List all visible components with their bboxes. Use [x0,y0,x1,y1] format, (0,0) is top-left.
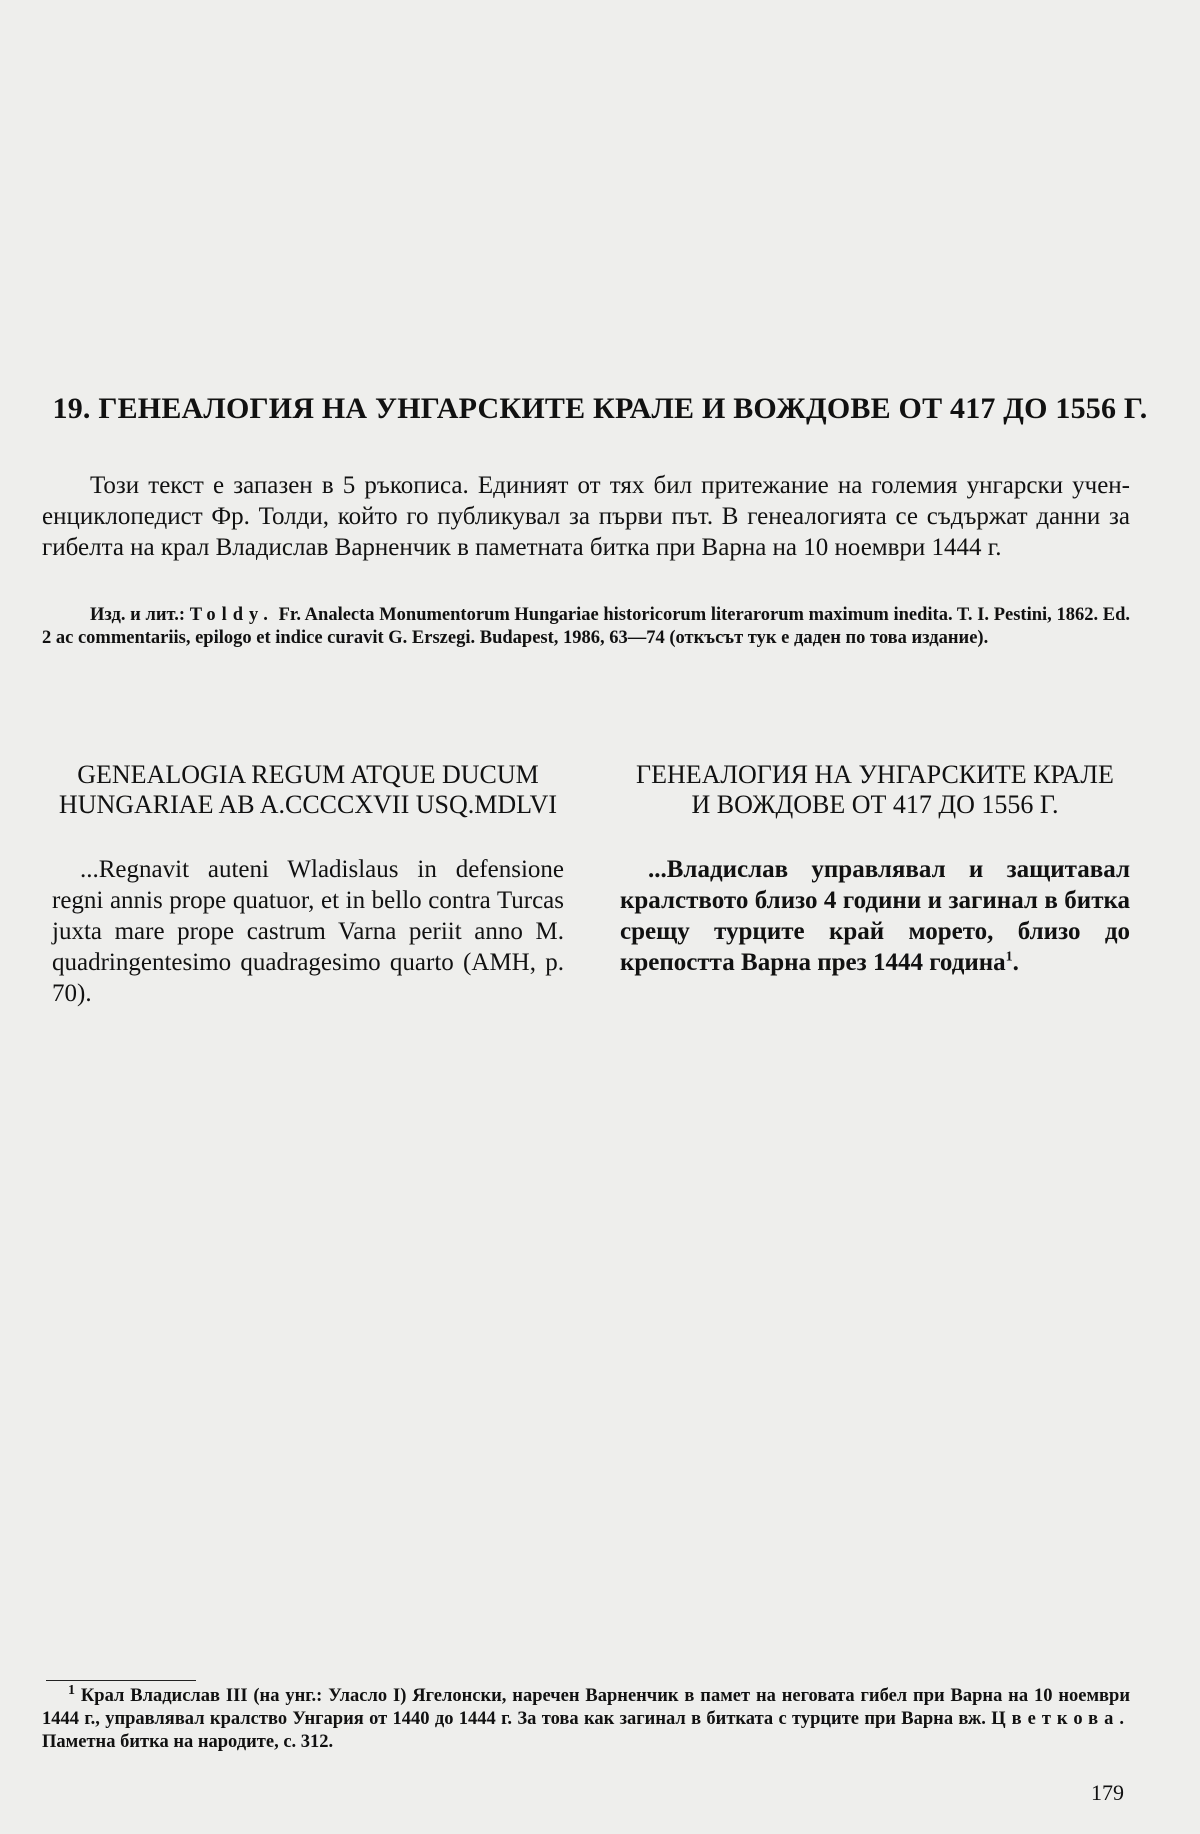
bulgarian-text-block: ...Владислав управлявал и защитавал кралството близо 4 години и загинал в битка срещу турците край морето, близо до крепостта Варна през 1444 година$^1$. [620,856,1130,976]
chapter-title: 19. ГЕНЕАЛОГИЯ НА УНГАРСКИТЕ КРАЛЕ И ВОЖДОВЕ ОТ 417 ДО 1556 Г. [52,392,1148,425]
bibliography-label: Изд. и лит.: [90,605,190,625]
bulgarian-text: ...Владислав управлявал и защитавал кралството близо 4 години и загинал в битка срещу турците край морето, близо до крепостта Варна през 1444 година [620,856,1130,976]
bibliography-author: Toldy. [189,605,274,625]
bibliography [42,604,1130,650]
latin-title-line-2: HUNGARIAE AB A.CCCCXVII USQ.MDLVI [58,790,558,819]
bulgarian-column [620,760,1130,978]
footnote [42,1682,1130,1754]
bulgarian-title-line-2: И ВОЖДОВЕ ОТ 417 ДО 1556 Г. [691,790,1059,819]
latin-text: ...Regnavit auteni Wladislaus in defensione regni annis prope quatuor, et in bello contra Turcas juxta mare prope castrum Varna periit anno M. quadringentesimo quadragesimo quarto (AMH, p. 70). [52,856,564,1007]
footnote-author: Цветкова. [991,1709,1130,1729]
latin-column-title [52,760,564,820]
bibliography-text: Fr. Analecta Monumentorum Hungariae historicorum literarorum maximum inedita. T. I. Pestini, 1862. Ed. 2 ac commentariis, epilogo et indice curavit G. Erszegi. Budapest, 1986, 63—74 (откъсът тук е даден по това издание). [42,605,1131,648]
footnote-text-after: Паметна битка на народите, с. 312. [42,1732,334,1752]
footnote-mark: 1 [68,1682,75,1698]
latin-column [52,760,564,1009]
footnote-reference[interactable]: 1 [1005,949,1013,965]
bulgarian-title-line-1: ГЕНЕАЛОГИЯ НА УНГАРСКИТЕ КРАЛЕ [636,760,1114,789]
latin-title-line-1: GENEALOGIA REGUM ATQUE DUCUM [77,760,539,789]
bulgarian-column-title [620,760,1130,820]
footnote-divider [46,1680,196,1681]
page-number: 179 [1091,1780,1124,1805]
intro-paragraph: Този текст е запазен в 5 ръкописа. Единият от тях бил притежание на големия унгарски учен-енциклопедист Фр. Толди, който го публикувал за първи път. В генеалогията се съдържат данни за гибелта на крал Владислав Варненчик в паметната битка при Варна на 10 ноември 1444 г. [42,472,1130,561]
footnote-text-before: Крал Владислав III (на унг.: Уласло I) Ягелонски, наречен Варненчик в памет на неговата гибел при Варна на 10 ноември 1444 г., управлявал кралство Унгария от 1440 до 1444 г. За това как загинал в битката с турците при Варна вж. [42,1686,1130,1729]
